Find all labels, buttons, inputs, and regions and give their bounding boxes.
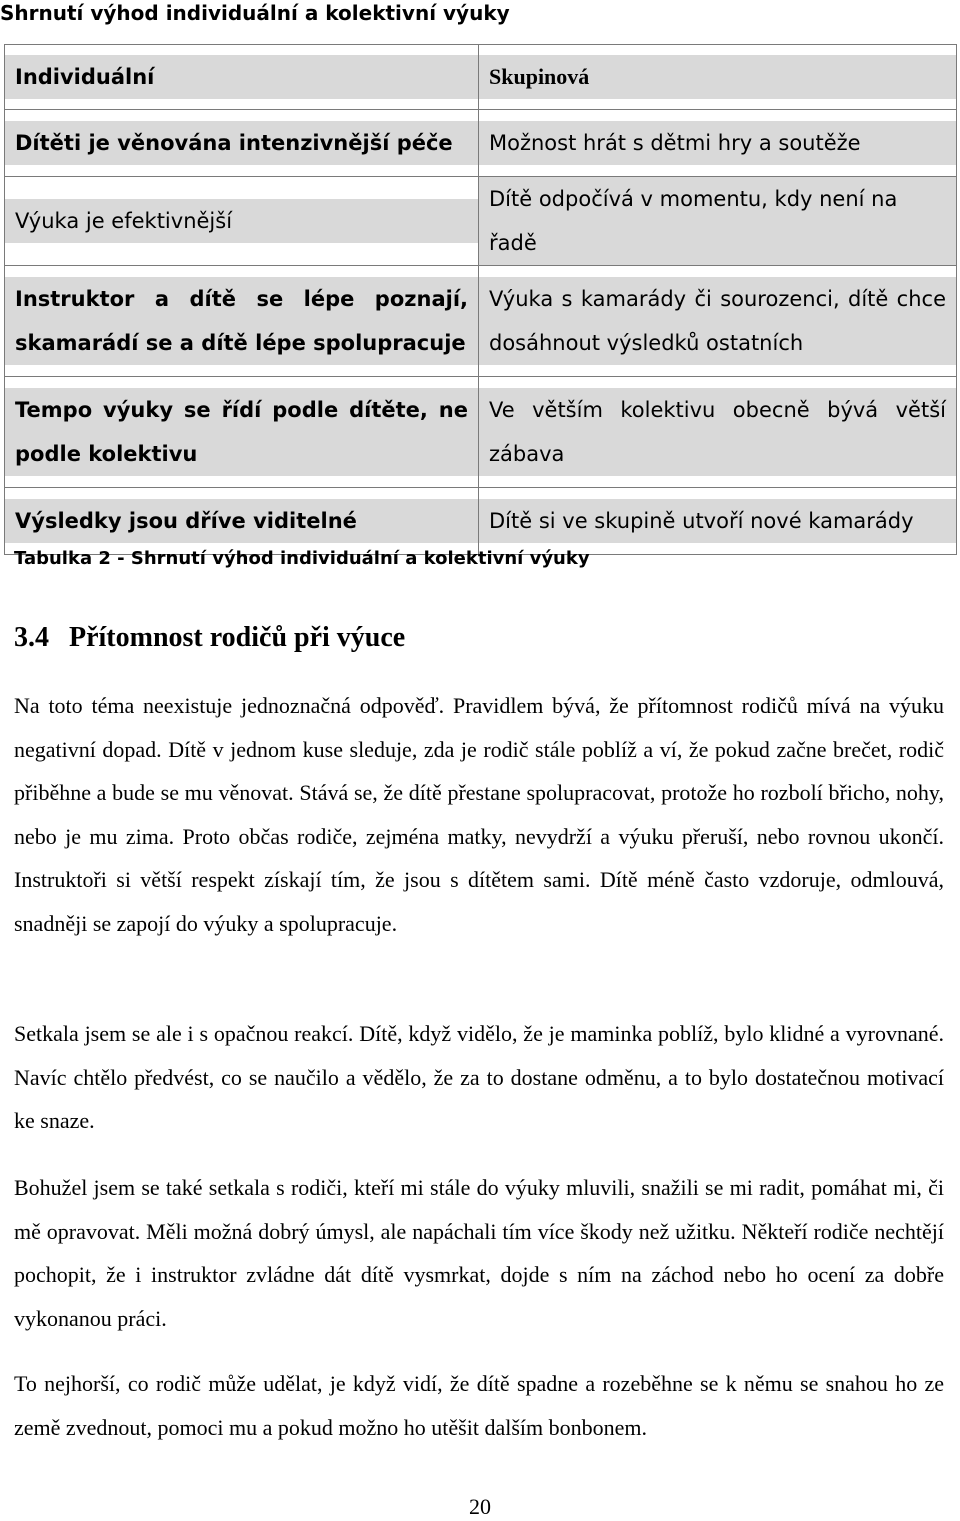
table-cell: [479, 177, 957, 266]
paragraph: Na toto téma neexistuje jednoznačná odpověď. Pravidlem bývá, že přítomnost rodičů mívá na výuku negativní dopad. Dítě v jednom kuse sleduje, zda je rodič stále poblíž a ví, že pokud začne brečet, rodič přiběhne a bude se mu věnovat. Stává se, že dítě přestane spolupracovat, protože ho rozbolí břicho, nohy, nebo je mu zima. Proto občas rodiče, zejména matky, nevydrží a výuku přeruší, nebo rovnou ukončí. Instruktoři si větší respekt získají tím, že jsou s dítětem sami. Dítě méně často vzdoruje, odmlouvá, snadněji se zapojí do výuky a spolupracuje.: [14, 693, 944, 936]
cell-group: Výuka s kamarády či sourozenci, dítě chce dosáhnout výsledků ostatních: [479, 277, 956, 365]
cell-individual: Instruktor a dítě se lépe poznají, skamarádí se a dítě lépe spolupracuje: [5, 277, 478, 365]
table-row: [5, 110, 957, 177]
cell-individual: Tempo výuky se řídí podle dítěte, ne podle kolektivu: [5, 388, 478, 476]
header-group: Skupinová: [479, 55, 956, 99]
cell-group: Dítě si ve skupině utvoří nové kamarády: [479, 499, 956, 543]
cell-individual: Výuka je efektivnější: [5, 199, 478, 243]
table-cell: [479, 266, 957, 377]
table-row: [5, 377, 957, 488]
section-number: 3.4: [14, 622, 49, 653]
cell-group: Ve větším kolektivu obecně bývá větší zábava: [479, 388, 956, 476]
table-cell: [5, 377, 479, 488]
page-number: 20: [469, 1494, 491, 1519]
table-header-cell: [479, 45, 957, 110]
table-cell: [479, 377, 957, 488]
paragraph: Bohužel jsem se také setkala s rodiči, kteří mi stále do výuky mluvili, snažili se mi radit, pomáhat mi, či mě opravovat. Měli možná dobrý úmysl, ale napáchali tím více škody než užitku. Někteří rodiče nechtějí pochopit, že i instruktor zvládne dát dítě vysmrkat, dojde s ním na záchod nebo ho ocení za dobře vykonanou práci.: [14, 1175, 944, 1331]
cell-individual: Výsledky jsou dříve viditelné: [5, 499, 478, 543]
table-cell: [5, 110, 479, 177]
cell-individual: Dítěti je věnována intenzivnější péče: [5, 121, 478, 165]
table-row: [5, 488, 957, 555]
table-header-cell: [5, 45, 479, 110]
table-row: [5, 266, 957, 377]
table-cell: [5, 177, 479, 266]
section-title: [14, 620, 405, 656]
table-row: [5, 177, 957, 266]
table-cell: [479, 488, 957, 555]
header-individual: Individuální: [5, 55, 478, 99]
paragraph: To nejhorší, co rodič může udělat, je když vidí, že dítě spadne a rozeběhne se k němu se snahou ho ze země zvednout, pomoci mu a pokud možno ho utěšit dalším bonbonem.: [14, 1371, 944, 1440]
cell-group: Dítě odpočívá v momentu, kdy není na řadě: [479, 177, 956, 265]
table-cell: [5, 488, 479, 555]
table-header-row: [5, 45, 957, 110]
table-caption: Tabulka 2 - Shrnutí výhod individuální a kolektivní výuky: [14, 548, 590, 569]
page-heading: Shrnutí výhod individuální a kolektivní výuky: [0, 1, 510, 25]
cell-group: Možnost hrát s dětmi hry a soutěže: [479, 121, 956, 165]
paragraph: Setkala jsem se ale i s opačnou reakcí. Dítě, když vidělo, že je maminka poblíž, bylo klidné a vyrovnané. Navíc chtělo předvést, co se naučilo a vědělo, že za to dostane odměnu, a to bylo dostatečnou motivací ke snaze.: [14, 1021, 944, 1134]
table-cell: [479, 110, 957, 177]
table-cell: [5, 266, 479, 377]
comparison-table: [4, 44, 957, 555]
section-title-text: Přítomnost rodičů při výuce: [69, 622, 406, 653]
